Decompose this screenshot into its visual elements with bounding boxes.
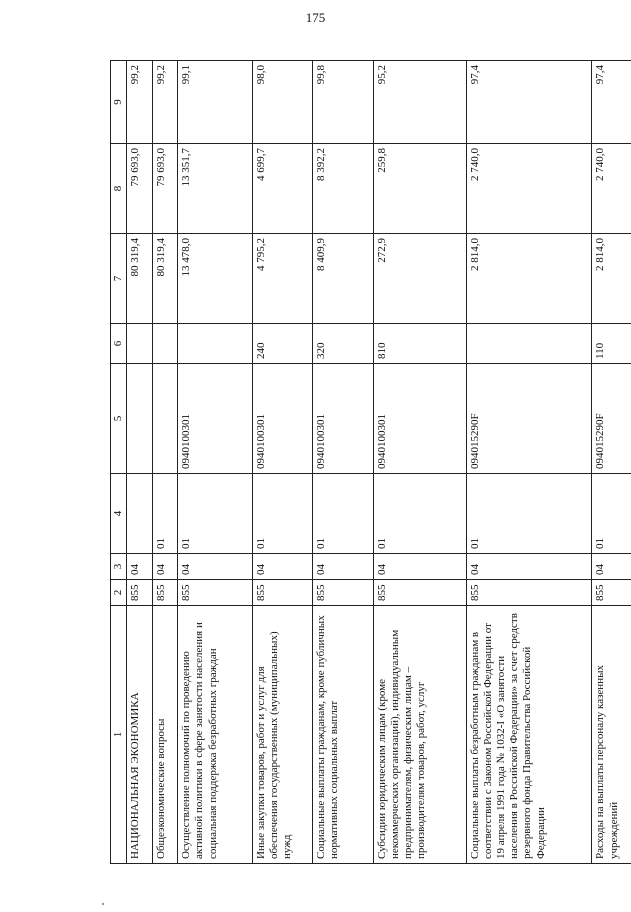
table-cell: 2 814,0	[466, 234, 592, 324]
table-cell: 01	[373, 474, 466, 554]
table-cell: 97,4	[466, 61, 592, 144]
table-cell: 240	[252, 324, 313, 364]
page-number: 175	[305, 10, 326, 25]
table-cell: 855	[152, 580, 178, 606]
table-row	[178, 61, 252, 864]
column-header: 4	[111, 474, 127, 554]
table-row	[313, 61, 374, 864]
table-cell: 01	[592, 474, 631, 554]
table-cell	[127, 324, 153, 364]
table-cell: 99,8	[313, 61, 374, 144]
table-cell: Общеэкономические вопросы	[152, 606, 178, 864]
scan-mark	[100, 894, 106, 900]
table-cell: 04	[373, 554, 466, 580]
table-header-row	[111, 61, 127, 864]
table-cell: 04	[127, 554, 153, 580]
table-cell: 01	[313, 474, 374, 554]
table-cell	[127, 364, 153, 474]
table-row	[252, 61, 313, 864]
table-cell: 8 392,2	[313, 144, 374, 234]
table-cell: Иные закупки товаров, работ и услуг для обеспечения государственных (муниципальных) нужд	[252, 606, 313, 864]
budget-table	[110, 60, 631, 864]
table-cell: 094015290F	[466, 364, 592, 474]
table-cell: 04	[252, 554, 313, 580]
table-cell: 4 795,2	[252, 234, 313, 324]
table-cell: 80 319,4	[152, 234, 178, 324]
table-cell: 0940100301	[313, 364, 374, 474]
column-header: 5	[111, 364, 127, 474]
table-cell: 0940100301	[178, 364, 252, 474]
table-cell: 95,2	[373, 61, 466, 144]
table-row	[127, 61, 153, 864]
table-cell	[466, 324, 592, 364]
table-cell: 01	[466, 474, 592, 554]
table-cell: Осуществление полномочий по проведению активной политики в сфере занятости населения и социальная поддержка безработных граждан	[178, 606, 252, 864]
table-cell: 98,0	[252, 61, 313, 144]
table-row	[466, 61, 592, 864]
table-cell: 79 693,0	[127, 144, 153, 234]
table-cell: 04	[152, 554, 178, 580]
table-cell: Социальные выплаты безработным гражданам в соответствии с Законом Российской Федерации от 19 апреля 1991 года № 1032-I «О занятости населения в Российской Федерации» за счет средств резервного фонда Правительства Российской Федерации	[466, 606, 592, 864]
table-cell: 13 351,7	[178, 144, 252, 234]
table-cell: 0940100301	[252, 364, 313, 474]
table-cell: 259,8	[373, 144, 466, 234]
rotated-table-container	[110, 61, 631, 864]
table-cell: 01	[178, 474, 252, 554]
table-cell: 094015290F	[592, 364, 631, 474]
table-cell: 855	[178, 580, 252, 606]
table-cell: 80 319,4	[127, 234, 153, 324]
table-row	[152, 61, 178, 864]
table-cell: НАЦИОНАЛЬНАЯ ЭКОНОМИКА	[127, 606, 153, 864]
table-cell: 320	[313, 324, 374, 364]
table-cell: 04	[466, 554, 592, 580]
table-cell: 99,1	[178, 61, 252, 144]
table-cell: 110	[592, 324, 631, 364]
column-header: 2	[111, 580, 127, 606]
column-header: 9	[111, 61, 127, 144]
column-header: 7	[111, 234, 127, 324]
table-cell: 855	[592, 580, 631, 606]
table-cell: 2 814,0	[592, 234, 631, 324]
table-cell: 0940100301	[373, 364, 466, 474]
table-cell: 99,2	[152, 61, 178, 144]
table-cell	[152, 324, 178, 364]
table-cell: 01	[252, 474, 313, 554]
table-cell: 79 693,0	[152, 144, 178, 234]
table-cell: Субсидии юридическим лицам (кроме некоммерческих организаций), индивидуальным предпринимателям, физическим лицам – производителям товаров, работ, услуг	[373, 606, 466, 864]
table-cell: 272,9	[373, 234, 466, 324]
table-cell: 810	[373, 324, 466, 364]
column-header: 6	[111, 324, 127, 364]
table-cell: 855	[252, 580, 313, 606]
table-cell: 855	[127, 580, 153, 606]
table-cell	[127, 474, 153, 554]
table-cell: 04	[592, 554, 631, 580]
table-cell: 13 478,0	[178, 234, 252, 324]
column-header: 8	[111, 144, 127, 234]
table-cell: 04	[178, 554, 252, 580]
column-header: 1	[111, 606, 127, 864]
table-cell: 2 740,0	[592, 144, 631, 234]
table-cell: 855	[373, 580, 466, 606]
table-cell: 855	[313, 580, 374, 606]
table-cell: 01	[152, 474, 178, 554]
table-cell: 8 409,9	[313, 234, 374, 324]
table-cell	[178, 324, 252, 364]
table-row	[373, 61, 466, 864]
table-cell	[152, 364, 178, 474]
table-cell: 4 699,7	[252, 144, 313, 234]
table-cell: Расходы на выплаты персоналу казенных учреждений	[592, 606, 631, 864]
table-cell: 97,4	[592, 61, 631, 144]
table-cell: 855	[466, 580, 592, 606]
table-row	[592, 61, 631, 864]
column-header: 3	[111, 554, 127, 580]
table-cell: Социальные выплаты гражданам, кроме публичных нормативных социальных выплат	[313, 606, 374, 864]
table-cell: 04	[313, 554, 374, 580]
table-cell: 99,2	[127, 61, 153, 144]
table-cell: 2 740,0	[466, 144, 592, 234]
